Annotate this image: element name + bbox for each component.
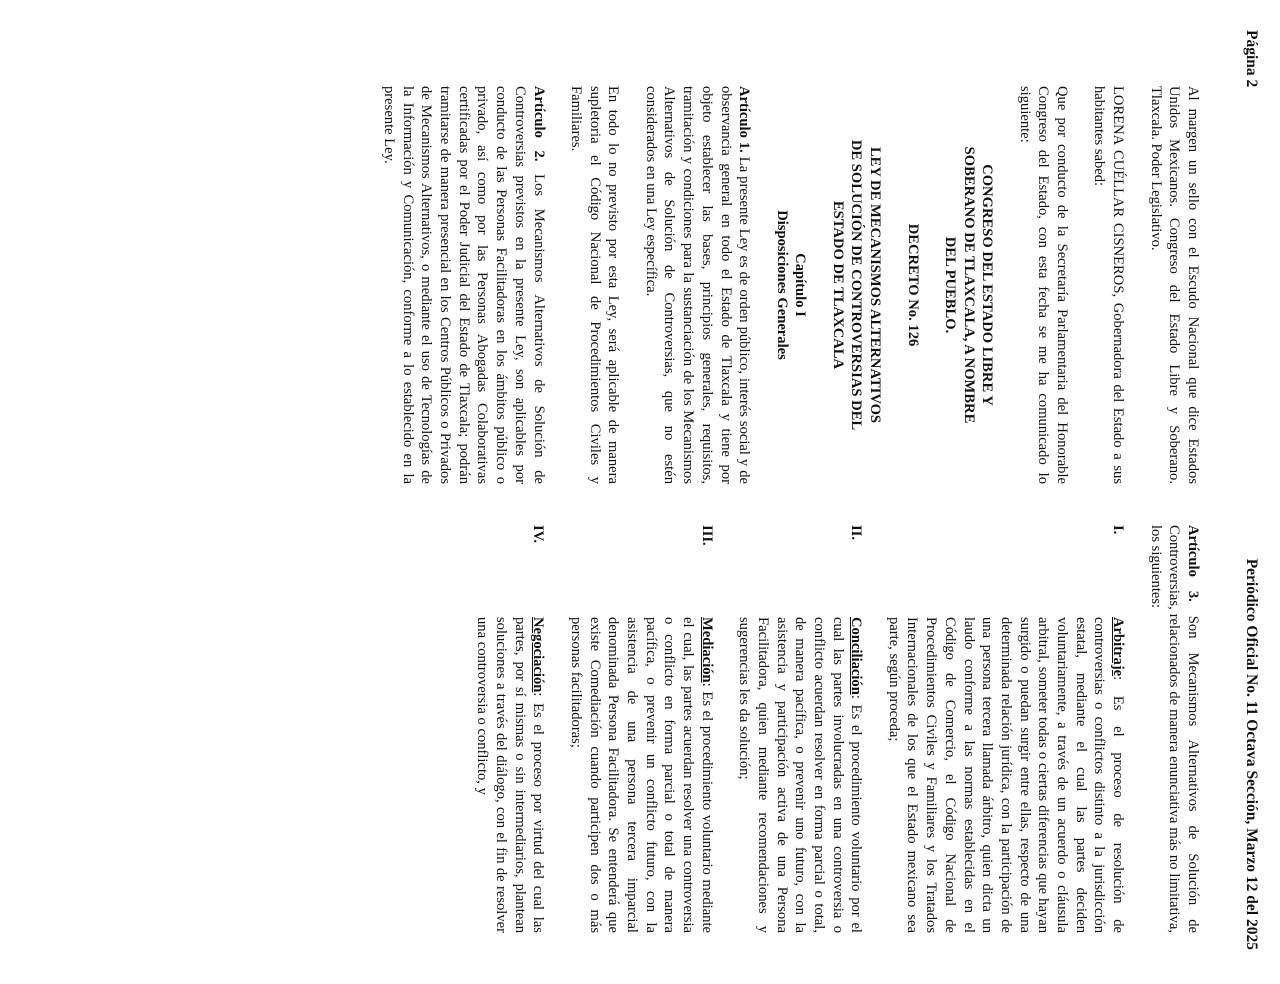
intro-paragraph: Al margen un sello con el Escudo Nacional que dice Estados Unidos Mexicanos. Congreso del Estado Libre y Soberano. Tlaxcala. Poder Legislativo. xyxy=(1147,86,1201,484)
law-title xyxy=(828,86,884,484)
article-2 xyxy=(379,86,547,484)
item-number: I. xyxy=(1110,525,1127,535)
congress-heading-line: DEL PUEBLO. xyxy=(941,236,958,334)
item-text: : Es el proceso de resolución de controversias o conflictos distinto a la jurisdicción estatal, mediante el cual las partes deciden voluntariamente, a través de un acuerdo o cláusula arbitral, someter todas o ciertas diferencias que hayan surgido o puedan surgir entre ellas, respecto de una determinada relación jurídica, con la participación de una persona tercera llamada árbitro, quien dicta un laudo conforme a las normas establecidas en el Código de Comercio, el Código Nacional de Procedimientos Civiles y Familiares y los Tratados Internacionales de los que el Estado mexicano sea parte, según proceda; xyxy=(885,617,1127,933)
item-text: : Es el procedimiento voluntario por el cual las partes involucradas en una controversia o conflicto acuerdan resolver en forma parcial o total, de manera pacífica, o prevenir uno futuro, con la asistencia y participación activa de una Persona Facilitadora, quien mediante recomendaciones y sugerencias les da solución; xyxy=(736,617,865,933)
communication-paragraph: Que por conducto de la Secretaría Parlamentaria del Honorable Congreso del Estado, con esta fecha se me ha comunicado lo siguiente: xyxy=(1016,86,1071,484)
law-title-line: DE SOLUCIÓN DE CONTROVERSIAS DEL xyxy=(848,139,865,431)
item-number: II. xyxy=(848,525,865,541)
chapter-title: Disposiciones Generales xyxy=(773,210,790,360)
law-title-line: LEY DE MECANISMOS ALTERNATIVOS xyxy=(867,146,884,424)
item-number: III. xyxy=(698,525,715,546)
item-term: Mediación xyxy=(698,617,715,683)
article-2-label: Artículo 2. xyxy=(530,86,547,162)
item-number: IV. xyxy=(530,525,547,543)
chapter-number: Capítulo I xyxy=(792,253,809,317)
list-item xyxy=(473,525,548,933)
item-text: : Es el proceso por virtud del cual las partes, por sí mismas o sin intermediarios, plantean soluciones a través del diálogo, con el fin de resolver una controversia o conflicto, y xyxy=(474,617,547,933)
article-3-label: Artículo 3. xyxy=(1185,525,1201,602)
item-term: Arbitraje xyxy=(1110,617,1127,677)
article-1-label: Artículo 1. xyxy=(736,86,753,153)
item-term: Conciliación xyxy=(848,617,865,695)
article-3-text: Son Mecanismos Alternativos de Solución de Controversias, relacionados de manera enunciativa más no limitativa, los siguientes: xyxy=(1147,525,1201,933)
article-1-text: La presente Ley es de orden público, interés social y de observancia general en todo el Estado de Tlaxcala y tiene por objeto establecer las bases, principios generales, requisitos, tramitación y condiciones para la sustanciación de los Mecanismos Alternativos de Solución de Controversias, que no estén considerados en una Ley específica. xyxy=(642,86,753,484)
list-item xyxy=(566,525,716,933)
congress-heading-line: CONGRESO DEL ESTADO LIBRE Y xyxy=(979,164,996,406)
congress-heading xyxy=(940,86,996,484)
law-title-line: ESTADO DE TLAXCALA xyxy=(829,200,846,370)
page-number: Página 2 xyxy=(1243,30,1260,88)
article-1 xyxy=(641,86,753,484)
list-item xyxy=(734,525,865,933)
congress-heading-line: SOBERANO DE TLAXCALA, A NOMBRE xyxy=(960,146,977,424)
list-item xyxy=(884,525,1127,933)
supletory-paragraph: En todo lo no previsto por esta Ley, será aplicable de manera supletoria el Código Nacional de Procedimientos Civiles y Familiares. xyxy=(567,86,622,484)
chapter-heading xyxy=(772,86,809,484)
right-column xyxy=(454,525,1202,933)
decree-number: DECRETO No. 126 xyxy=(904,223,921,347)
left-column xyxy=(361,86,1202,484)
item-term: Negociación xyxy=(530,617,547,693)
periodical-header: Periódico Oficial No. 11 Octava Sección, Marzo 12 del 2025 xyxy=(1243,558,1260,950)
article-3 xyxy=(1146,525,1202,933)
article-2-text: Los Mecanismos Alternativos de Solución de Controversias previstos en la presente Ley, son aplicables por conducto de las Personas Facilitadoras en los ámbitos público o privado, así como por las Personas Abogadas Colaborativas certificadas por el Poder Judicial del Estado de Tlaxcala; podrán tramitarse de manera presencial en los Centros Públicos o Privados de Mecanismos Alternativos, o mediante el uso de Tecnologías de la Información y Comunicación, conforme a lo establecido en la presente Ley. xyxy=(380,86,547,484)
item-text: : Es el procedimiento voluntario mediante el cual, las partes acuerdan resolver una controversia o conflicto en forma parcial o total de manera pacífica, o prevenir un conflicto futuro, con la asistencia de una persona tercera imparcial denominada Persona Facilitadora. Se entenderá que existe Comediación cuando participen dos o más personas facilitadoras; xyxy=(567,617,715,933)
governor-paragraph: LORENA CUÉLLAR CISNEROS, Gobernadora del Estado a sus habitantes sabed: xyxy=(1091,86,1127,484)
